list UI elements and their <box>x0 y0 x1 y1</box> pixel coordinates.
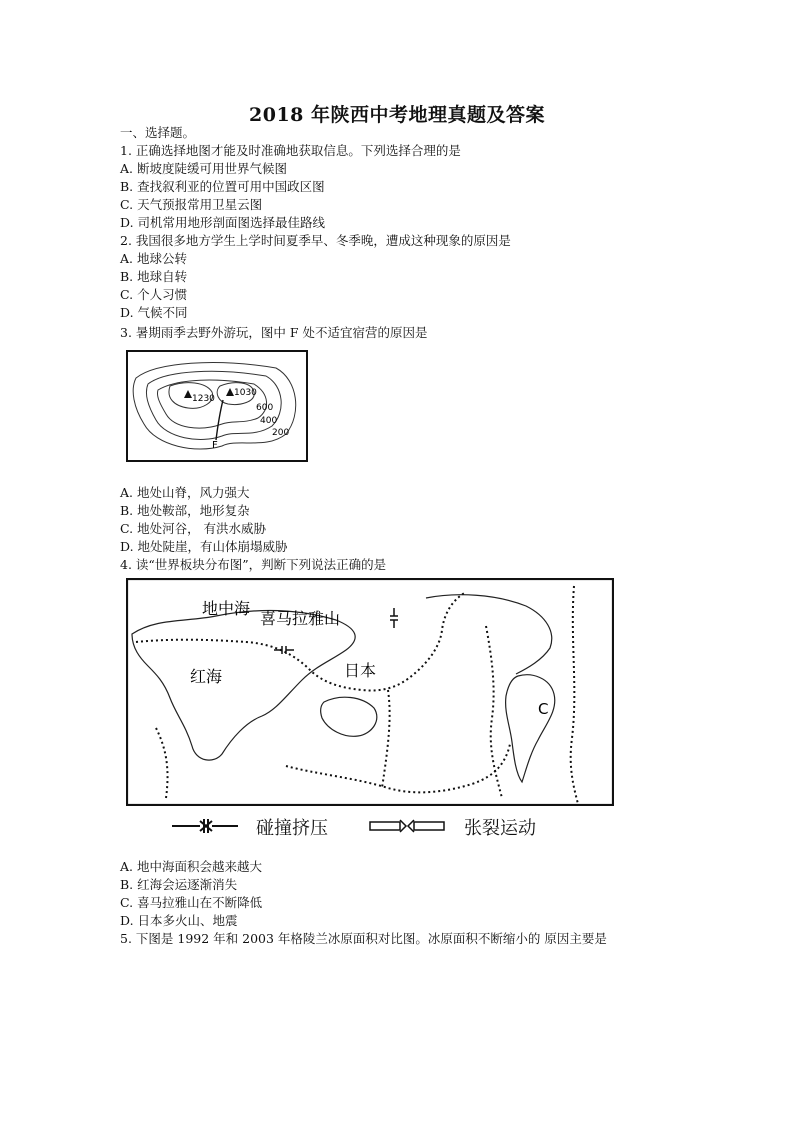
page-title: 2018 年陕西中考地理真题及答案 <box>249 104 545 126</box>
q4-option-c: C. 喜马拉雅山在不断降低 <box>120 895 263 910</box>
q1-option-a: A. 断坡度陡缓可用世界气候图 <box>120 161 287 176</box>
q5-stem: 5. 下图是 1992 年和 2003 年格陵兰冰原面积对比图。冰原面积不断缩小的 原因主要是 <box>120 931 607 946</box>
q3-option-c: C. 地处河谷， 有洪水威胁 <box>120 521 267 536</box>
contour-label-600: 600 <box>256 403 274 413</box>
legend-collision-label: 碰撞挤压 <box>256 818 328 839</box>
q2-option-b: B. 地球自转 <box>120 269 188 284</box>
label-mediterranean: 地中海 <box>202 599 251 618</box>
q1-option-b: B. 查找叙利亚的位置可用中国政区图 <box>120 179 325 194</box>
q2-option-c: C. 个人习惯 <box>120 287 188 302</box>
q3-stem: 3. 暑期雨季去野外游玩，图中 F 处不适宜宿营的原因是 <box>120 325 428 340</box>
label-himalaya: 喜马拉雅山 <box>260 609 341 628</box>
section-heading: 一、选择题。 <box>120 125 196 140</box>
label-c: C <box>538 700 549 718</box>
q4-option-a: A. 地中海面积会越来越大 <box>120 859 262 874</box>
plate-map-figure <box>126 578 614 806</box>
q2-stem: 2. 我国很多地方学生上学时间夏季早、冬季晚，遭成这种现象的原因是 <box>120 233 511 248</box>
peak2-label: 1030 <box>234 388 257 398</box>
q2-option-a: A. 地球公转 <box>120 251 187 266</box>
q4-stem: 4. 读“世界板块分布图”，判断下列说法正确的是 <box>120 557 387 572</box>
q4-option-d: D. 日本多火山、地震 <box>120 913 238 928</box>
q3-option-b: B. 地处鞍部，地形复杂 <box>120 503 250 518</box>
label-red-sea: 红海 <box>190 667 223 686</box>
q2-option-d: D. 气候不同 <box>120 305 188 320</box>
point-f-label: F <box>212 440 218 451</box>
collision-legend-icon <box>170 816 240 836</box>
contour-label-200: 200 <box>272 428 290 438</box>
legend-rift-label: 张裂运动 <box>464 818 536 839</box>
q4-option-b: B. 红海会运逐渐消失 <box>120 877 238 892</box>
q3-option-a: A. 地处山脊，风力强大 <box>120 485 250 500</box>
q1-stem: 1. 正确选择地图才能及时准确地获取信息。下列选择合理的是 <box>120 143 461 158</box>
label-japan: 日本 <box>344 661 377 680</box>
plate-map-frame <box>127 579 613 805</box>
plate-map-legend <box>170 812 560 840</box>
q3-option-d: D. 地处陡崖，有山体崩塌威胁 <box>120 539 288 554</box>
peak1-label: 1230 <box>192 394 215 404</box>
rift-legend-icon <box>368 816 448 836</box>
contour-map-figure <box>126 350 308 462</box>
q1-option-c: C. 天气预报常用卫星云图 <box>120 197 263 212</box>
contour-label-400: 400 <box>260 416 278 426</box>
q1-option-d: D. 司机常用地形剖面图选择最佳路线 <box>120 215 326 230</box>
